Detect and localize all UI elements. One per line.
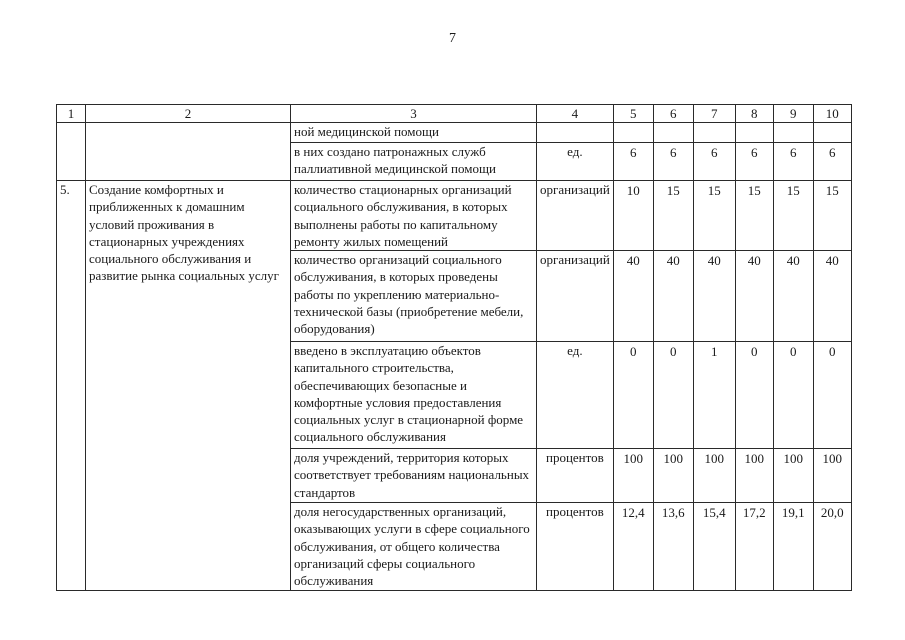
indicators-table (56, 104, 852, 591)
unit-cell: ед. (537, 342, 614, 449)
table-row (57, 123, 852, 143)
value-cell (773, 123, 813, 143)
indicator-cell: количество стационарных организаций социального обслуживания, в которых выполнены работы по капитальному ремонту жилых помещений (291, 181, 537, 251)
value-cell: 10 (613, 181, 653, 251)
value-cell: 6 (735, 143, 773, 181)
value-cell: 1 (693, 342, 735, 449)
header-cell: 9 (773, 105, 813, 123)
header-row (57, 105, 852, 123)
indicator-cell: доля негосударственных организаций, оказывающих услуги в сфере социального обслуживания, от общего количества организаций сферы социального обслуживания (291, 503, 537, 591)
value-cell (613, 123, 653, 143)
row-number-cell: 5. (57, 181, 86, 591)
unit-cell: процентов (537, 503, 614, 591)
unit-cell: организаций (537, 181, 614, 251)
header-cell: 2 (86, 105, 291, 123)
value-cell: 6 (813, 143, 851, 181)
value-cell: 15 (813, 181, 851, 251)
value-cell: 19,1 (773, 503, 813, 591)
value-cell: 40 (773, 251, 813, 342)
value-cell (653, 123, 693, 143)
value-cell (693, 123, 735, 143)
unit-cell: ед. (537, 143, 614, 181)
value-cell: 0 (735, 342, 773, 449)
unit-cell: процентов (537, 449, 614, 503)
value-cell: 15,4 (693, 503, 735, 591)
value-cell: 15 (773, 181, 813, 251)
value-cell: 13,6 (653, 503, 693, 591)
value-cell: 40 (613, 251, 653, 342)
page-number: 7 (449, 31, 456, 46)
indicator-cell: введено в эксплуатацию объектов капитального строительства, обеспечивающих безопасные и комфортные условия предоставления социальных услуг в стационарной форме социального обслуживания (291, 342, 537, 449)
value-cell (735, 123, 773, 143)
value-cell (813, 123, 851, 143)
value-cell: 100 (693, 449, 735, 503)
activity-cell (86, 123, 291, 181)
value-cell: 15 (653, 181, 693, 251)
indicator-cell: в них создано патронажных служб паллиативной медицинской помощи (291, 143, 537, 181)
value-cell: 6 (653, 143, 693, 181)
unit-cell (537, 123, 614, 143)
activity-cell: Создание комфортных и приближенных к домашним условий проживания в стационарных учреждениях социального обслуживания и развитие рынка социальных услуг (86, 181, 291, 591)
value-cell: 40 (653, 251, 693, 342)
unit-cell: организаций (537, 251, 614, 342)
value-cell: 0 (653, 342, 693, 449)
row-number-cell (57, 123, 86, 181)
value-cell: 15 (735, 181, 773, 251)
table-row (57, 181, 852, 251)
value-cell: 100 (653, 449, 693, 503)
header-cell: 5 (613, 105, 653, 123)
value-cell: 40 (735, 251, 773, 342)
value-cell: 6 (613, 143, 653, 181)
value-cell: 100 (613, 449, 653, 503)
value-cell: 15 (693, 181, 735, 251)
indicator-cell: количество организаций социального обслуживания, в которых проведены работы по укреплению материально-технической базы (приобретение мебели, оборудования) (291, 251, 537, 342)
value-cell: 12,4 (613, 503, 653, 591)
indicator-cell: ной медицинской помощи (291, 123, 537, 143)
header-cell: 10 (813, 105, 851, 123)
value-cell: 40 (693, 251, 735, 342)
value-cell: 6 (693, 143, 735, 181)
value-cell: 100 (773, 449, 813, 503)
value-cell: 6 (773, 143, 813, 181)
header-cell: 3 (291, 105, 537, 123)
value-cell: 0 (813, 342, 851, 449)
value-cell: 17,2 (735, 503, 773, 591)
value-cell: 0 (773, 342, 813, 449)
value-cell: 100 (813, 449, 851, 503)
value-cell: 40 (813, 251, 851, 342)
header-cell: 6 (653, 105, 693, 123)
indicator-cell: доля учреждений, территория которых соответствует требованиям национальных стандартов (291, 449, 537, 503)
header-cell: 4 (537, 105, 614, 123)
header-cell: 1 (57, 105, 86, 123)
value-cell: 20,0 (813, 503, 851, 591)
value-cell: 0 (613, 342, 653, 449)
value-cell: 100 (735, 449, 773, 503)
header-cell: 8 (735, 105, 773, 123)
header-cell: 7 (693, 105, 735, 123)
